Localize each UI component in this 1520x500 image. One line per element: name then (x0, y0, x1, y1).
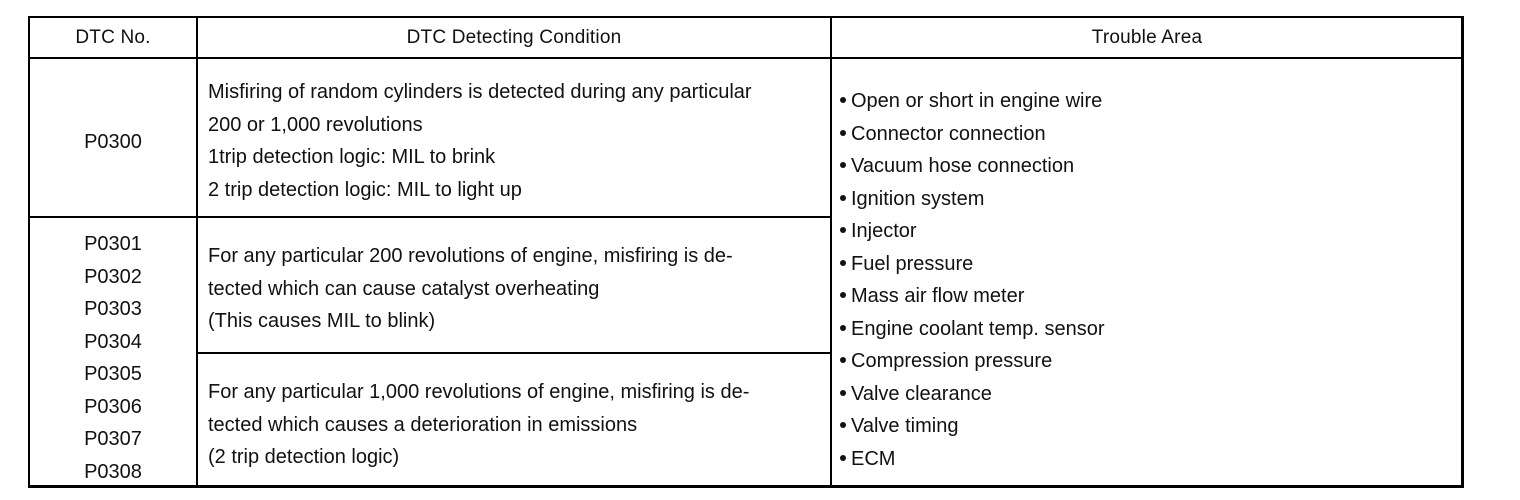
dtc-code-list (30, 228, 196, 488)
bullet-icon (840, 325, 846, 331)
column-divider (196, 18, 198, 485)
condition-text (208, 240, 828, 338)
header-detecting-condition: DTC Detecting Condition (406, 26, 622, 48)
condition-line: 2 trip detection logic: MIL to light up (208, 178, 522, 201)
bullet-icon (840, 97, 846, 103)
dtc-code: P0307 (84, 428, 142, 450)
bullet-icon (840, 292, 846, 298)
dtc-code: P0302 (84, 265, 142, 288)
dtc-code: P0306 (84, 395, 142, 418)
trouble-area-item: ECM (840, 443, 1460, 476)
trouble-area-item: Fuel pressure (840, 248, 1460, 281)
condition-line: 200 or 1,000 revolutions (208, 113, 423, 136)
trouble-area-item: Injector (840, 215, 1460, 248)
bullet-icon (840, 260, 846, 266)
trouble-area-item: Vacuum hose connection (840, 150, 1460, 183)
dtc-code: P0301 (84, 233, 142, 255)
trouble-area-item: Open or short in engine wire (840, 85, 1460, 118)
dtc-code: P0308 (84, 460, 142, 483)
trouble-area-item: Connector connection (840, 118, 1460, 151)
bullet-icon (840, 195, 846, 201)
header-divider (30, 57, 1462, 59)
condition-line: Misfiring of random cylinders is detected during any particular (208, 81, 752, 103)
row-divider (30, 216, 830, 218)
dtc-table (28, 16, 1464, 488)
dtc-code-list (30, 126, 196, 159)
trouble-area-item: Valve clearance (840, 378, 1460, 411)
bullet-icon (840, 130, 846, 136)
trouble-area-list (840, 85, 1460, 475)
dtc-code: P0300 (84, 131, 142, 153)
condition-line: 1trip detection logic: MIL to brink (208, 146, 496, 168)
bullet-icon (840, 227, 846, 233)
column-divider (830, 18, 832, 485)
row-divider (198, 352, 830, 354)
dtc-code: P0305 (84, 363, 142, 385)
condition-line: (This causes MIL to blink) (208, 310, 436, 332)
condition-line: (2 trip detection logic) (208, 446, 400, 468)
condition-text (208, 76, 828, 206)
dtc-code: P0304 (84, 330, 142, 353)
condition-line: tected which can cause catalyst overheating (208, 277, 600, 300)
bullet-icon (840, 390, 846, 396)
trouble-area-item: Compression pressure (840, 345, 1460, 378)
header-dtc-no: DTC No. (75, 26, 151, 48)
trouble-area-item: Engine coolant temp. sensor (840, 313, 1460, 346)
condition-line: tected which causes a deterioration in emissions (208, 413, 638, 436)
trouble-area-item: Mass air flow meter (840, 280, 1460, 313)
header-trouble-area: Trouble Area (1091, 26, 1203, 48)
bullet-icon (840, 455, 846, 461)
condition-text (208, 376, 828, 474)
trouble-area-item: Ignition system (840, 183, 1460, 216)
bullet-icon (840, 357, 846, 363)
bullet-icon (840, 162, 846, 168)
bullet-icon (840, 422, 846, 428)
dtc-code: P0303 (84, 298, 142, 320)
trouble-area-item: Valve timing (840, 410, 1460, 443)
condition-line: For any particular 200 revolutions of engine, misfiring is de- (208, 245, 733, 267)
condition-line: For any particular 1,000 revolutions of engine, misfiring is de- (208, 381, 750, 403)
